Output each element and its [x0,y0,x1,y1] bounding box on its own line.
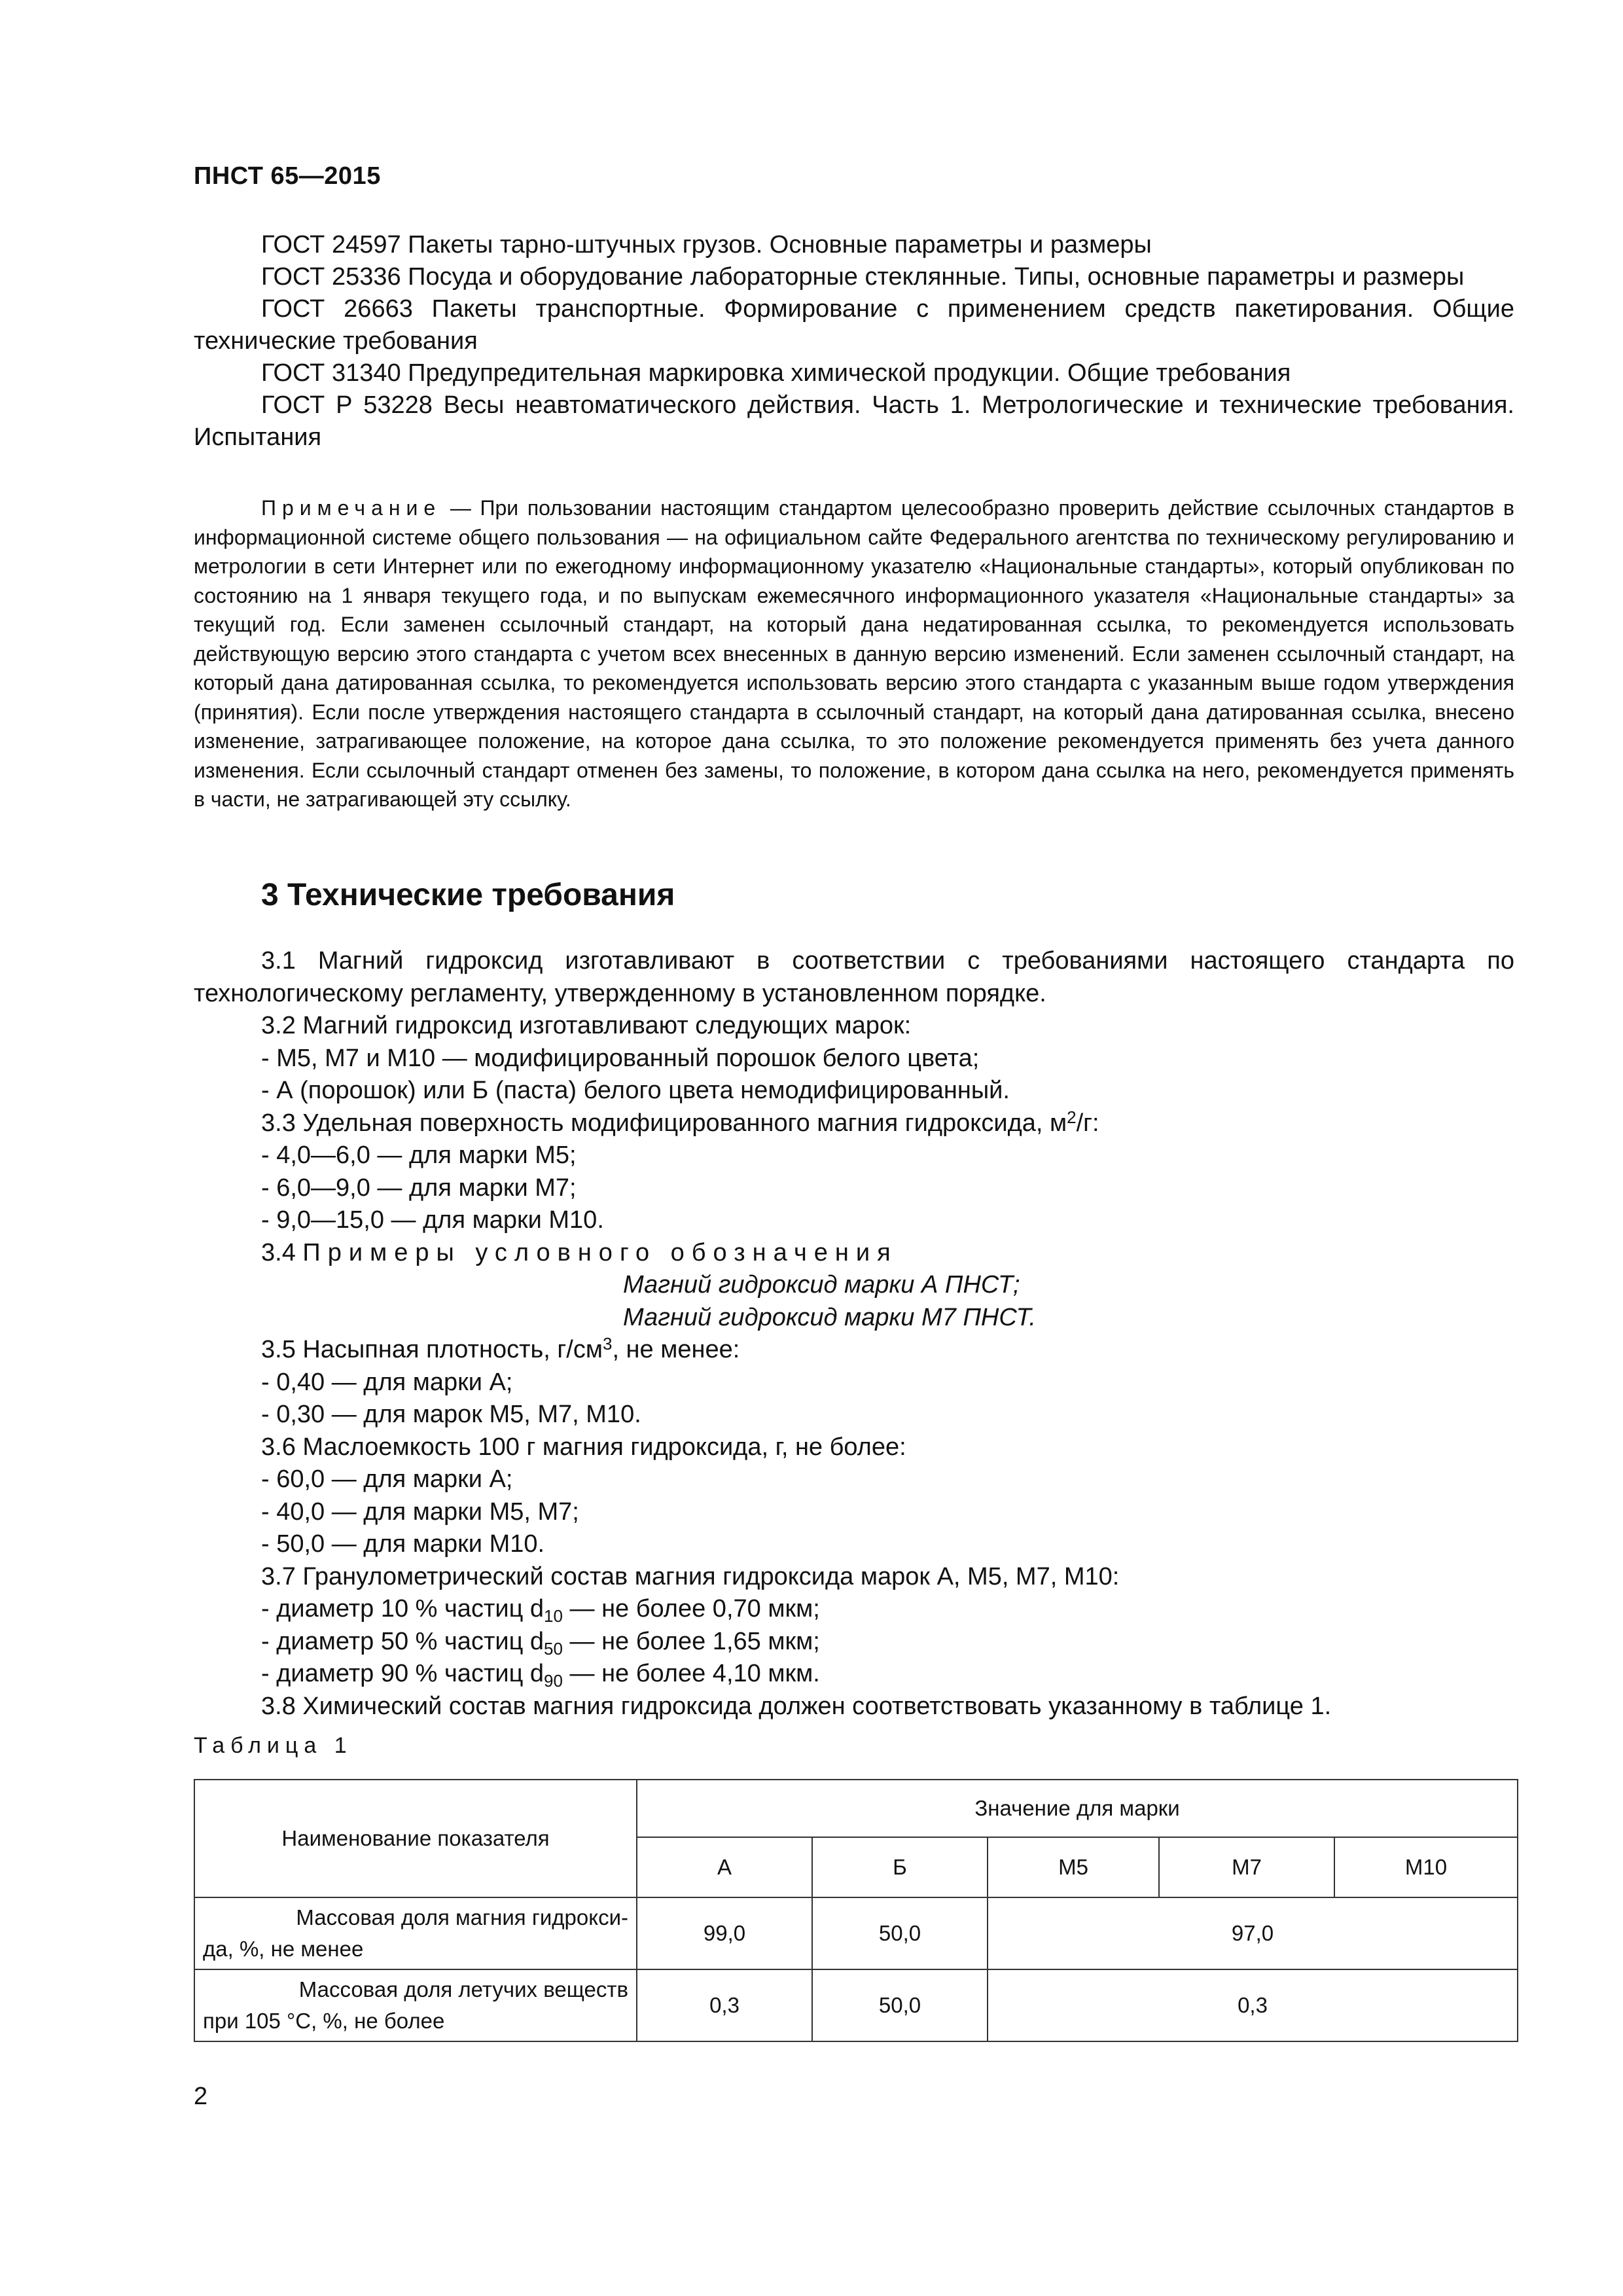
value-cell: 0,3 [988,1969,1518,2041]
clause-3-4: 3.4 Примеры условного обозначения [261,1238,898,1266]
reference-item: ГОСТ 26663 Пакеты транспортные. Формирование с применением средств пакетирования. Общие технические требования [194,295,1514,355]
indicator-name: Массовая доля магния гидрокси- да, %, не менее [194,1897,637,1969]
grade-header: А [637,1837,812,1897]
table-caption: Таблица 1 [194,1733,353,1758]
clause-3-7: 3.7 Гранулометрический состав магния гидроксида марок А, М5, М7, М10: [261,1562,1120,1590]
list-item: - диаметр 90 % частиц $d_{90}$ — не более 4,10 мкм. [261,1660,820,1691]
grade-header: Б [812,1837,988,1897]
list-item: - 0,30 — для марок М5, М7, М10. [261,1401,641,1428]
reference-item: ГОСТ 24597 Пакеты тарно-штучных грузов. Основные параметры и размеры [261,231,1152,259]
clause-3-6: 3.6 Маслоемкость 100 г магния гидроксида, г, не более: [261,1433,906,1461]
value-cell: 0,3 [637,1969,812,2041]
chemical-composition-table [194,1779,1518,2042]
column-header-group: Значение для марки [637,1780,1518,1837]
section-title: 3 Технические требования [261,878,675,912]
reference-item: ГОСТ 25336 Посуда и оборудование лабораторные стеклянные. Типы, основные параметры и размеры [261,263,1465,291]
list-item: - 0,40 — для марки А; [261,1368,513,1396]
normative-references-list [194,229,1514,454]
list-item: - М5, М7 и М10 — модифицированный порошок белого цвета; [261,1044,980,1072]
designation-example: Магний гидроксид марки М7 ПНСТ. [623,1303,1036,1331]
indicator-name: Массовая доля летучих веществ при 105 °С, %, не более [194,1969,637,2041]
list-item: - 50,0 — для марки М10. [261,1530,545,1558]
clause-3-1: 3.1 Магний гидроксид изготавливают в соответствии с требованиями настоящего стандарта по технологическому регламенту, утвержденному в установленном порядке. [194,947,1514,1007]
value-cell: 97,0 [988,1897,1518,1969]
list-item: - 60,0 — для марки А; [261,1465,513,1493]
list-item: - диаметр 10 % частиц $d_{10}$ — не более 0,70 мкм; [261,1595,820,1626]
list-item: - 4,0—6,0 — для марки М5; [261,1141,577,1169]
grade-header: М10 [1334,1837,1518,1897]
page-number: 2 [194,2083,208,2110]
document-code-header: ПНСТ 65—2015 [194,162,381,190]
list-item: - диаметр 50 % частиц $d_{50}$ — не более 1,65 мкм; [261,1627,820,1659]
section-body [194,945,1514,1723]
list-item: - А (порошок) или Б (паста) белого цвета немодифицированный. [261,1077,1010,1104]
value-cell: 50,0 [812,1897,988,1969]
list-item: - 6,0—9,0 — для марки М7; [261,1174,577,1202]
reference-item: ГОСТ Р 53228 Весы неавтоматического действия. Часть 1. Метрологические и технические требования. Испытания [194,391,1514,451]
references-note [194,493,1514,814]
grade-header: М7 [1159,1837,1334,1897]
clause-3-2: 3.2 Магний гидроксид изготавливают следующих марок: [261,1012,912,1039]
designation-example: Магний гидроксид марки А ПНСТ; [623,1271,1020,1299]
value-cell: 50,0 [812,1969,988,2041]
table-row [194,1897,1518,1969]
note-text: — При пользовании настоящим стандартом целесообразно проверить действие ссылочных стандартов в информационной системе общего пользования — на официальном сайте Федерального агентства по техническому регулированию и метрологии в сети Интернет или по ежегодному информационному указателю «Национальные стандарты», который опубликован по состоянию на 1 января текущего года, и по выпускам ежемесячного информационного указателя «Национальные стандарты» за текущий год. Если заменен ссылочный стандарт, на который дана недатированная ссылка, то рекомендуется использовать действующую версию этого стандарта с учетом всех внесенных в данную версию изменений. Если заменен ссылочный стандарт, на который дана датированная ссылка, то рекомендуется использовать версию этого стандарта с указанным выше годом утверждения (принятия). Если после утверждения настоящего стандарта в ссылочный стандарт, на который дана датированная ссылка, внесено изменение, затрагивающее положение, на которое дана ссылка, то это положение рекомендуется применять без учета данного изменения. Если ссылочный стандарт отменен без замены, то положение, в котором дана ссылка на него, рекомендуется применять в части, не затрагивающей эту ссылку. [194,496,1514,811]
list-item: - 40,0 — для марки М5, М7; [261,1498,579,1526]
value-cell: 99,0 [637,1897,812,1969]
clause-3-5: 3.5 Насыпная плотность, $г/см^3$, не менее: [261,1334,740,1363]
grade-header: М5 [988,1837,1159,1897]
table-row [194,1969,1518,2041]
column-header-indicator: Наименование показателя [194,1780,637,1897]
note-label: Примечание [261,496,442,520]
clause-3-8: 3.8 Химический состав магния гидроксида должен соответствовать указанному в таблице 1. [261,1692,1332,1720]
clause-3-3: 3.3 Удельная поверхность модифицированного магния гидроксида, $м^2/г$: [261,1107,1099,1137]
list-item: - 9,0—15,0 — для марки М10. [261,1206,604,1234]
reference-item: ГОСТ 31340 Предупредительная маркировка химической продукции. Общие требования [261,359,1291,387]
